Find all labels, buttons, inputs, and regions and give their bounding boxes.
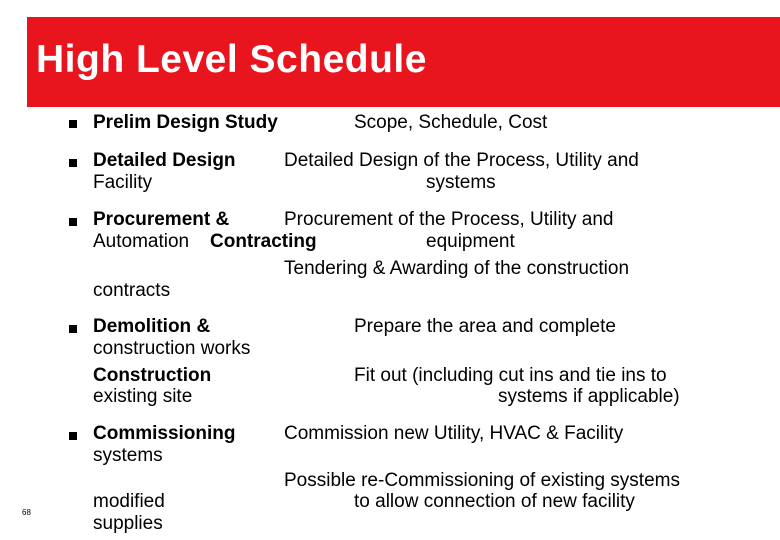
item-label: systems [93,445,163,466]
item-label: Contracting [210,231,317,252]
item-description: Procurement of the Process, Utility and [284,209,614,230]
bullet-square [69,159,77,167]
item-label: Prelim Design Study [93,112,278,133]
item-description: contracts [93,280,171,301]
item-label: supplies [93,513,163,534]
item-description: Possible re-Commissioning of existing systems [284,470,680,491]
item-description: Detailed Design of the Process, Utility and [284,150,639,171]
page-number: 68 [22,508,31,517]
slide-title: High Level Schedule [36,38,427,81]
bullet-square [69,120,77,128]
item-description: systems if applicable) [498,386,680,407]
bullet-square [69,218,77,226]
item-label: Automation [93,231,190,252]
item-description: Tendering & Awarding of the construction [284,258,630,279]
item-label: existing site [93,386,193,407]
item-label: Construction [93,365,212,386]
item-label: Commissioning [93,423,236,444]
item-description: equipment [426,231,515,252]
item-description: to allow connection of new facility [354,491,635,512]
item-label: Facility [93,172,153,193]
item-description: Commission new Utility, HVAC & Facility [284,423,624,444]
item-description: Fit out (including cut ins and tie ins to [354,365,667,386]
item-description: Prepare the area and complete [354,316,616,337]
item-label: Detailed Design [93,150,236,171]
item-description: systems [426,172,496,193]
bullet-square [69,325,77,333]
item-label: Demolition & [93,316,211,337]
item-description: Scope, Schedule, Cost [354,112,548,133]
item-label: modified [93,491,165,512]
bullet-square [69,432,77,440]
item-label: Procurement & [93,209,230,230]
item-label: construction works [93,338,251,359]
